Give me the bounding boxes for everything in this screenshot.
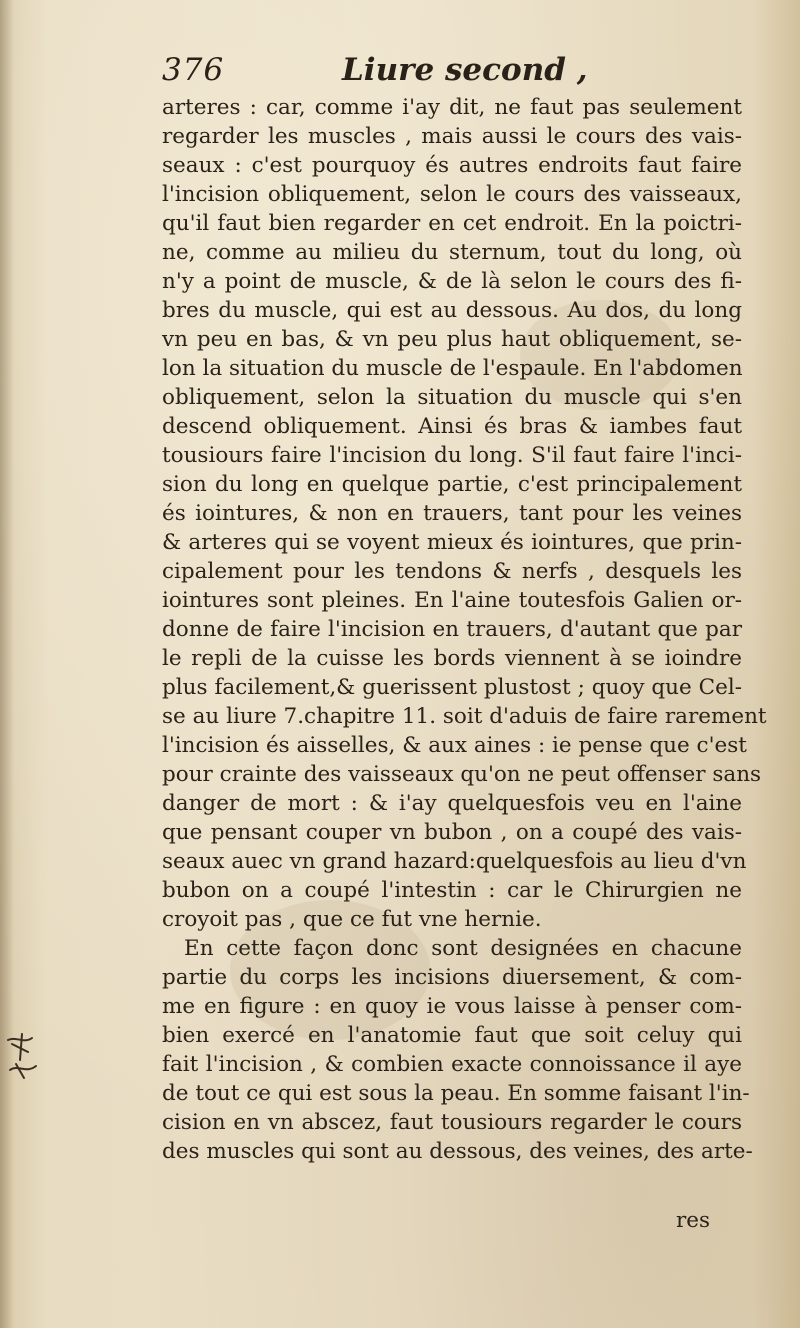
text-line: cipalement pour les tendons & nerfs , desquels les — [162, 559, 742, 584]
text-line: és iointures, & non en trauers, tant pour les veines — [162, 501, 742, 526]
text-line: seaux : c'est pourquoy és autres endroits faut faire — [162, 153, 742, 178]
text-line: vn peu en bas, & vn peu plus haut obliquement, se- — [162, 327, 742, 352]
text-line: En cette façon donc sont designées en chacune — [184, 936, 742, 961]
text-line: descend obliquement. Ainsi és bras & iambes faut — [162, 414, 742, 439]
text-line: n'y a point de muscle, & de là selon le cours des fi- — [162, 269, 742, 294]
text-line: sion du long en quelque partie, c'est principalement — [162, 472, 742, 497]
running-title: Liure second , — [342, 52, 588, 88]
text-line: cision en vn abscez, faut tousiours regarder le cours — [162, 1110, 742, 1135]
text-line: danger de mort : & i'ay quelquesfois veu en l'aine — [162, 791, 742, 816]
text-line: le repli de la cuisse les bords viennent à se ioindre — [162, 646, 742, 671]
text-line: donne de faire l'incision en trauers, d'autant que par — [162, 617, 742, 642]
text-line: se au liure 7.chapitre 11. soit d'aduis de faire rarement — [162, 704, 767, 729]
text-line: lon la situation du muscle de l'espaule. En l'abdomen — [162, 356, 743, 381]
text-line: plus facilement,& guerissent plustost ; quoy que Cel- — [162, 675, 742, 700]
text-line: obliquement, selon la situation du muscle qui s'en — [162, 385, 742, 410]
text-line: l'incision és aisselles, & aux aines : ie pense que c'est — [162, 733, 747, 758]
text-line: de tout ce qui est sous la peau. En somme faisant l'in- — [162, 1081, 750, 1106]
text-line: regarder les muscles , mais aussi le cours des vais- — [162, 124, 742, 149]
text-line: tousiours faire l'incision du long. S'il faut faire l'inci- — [162, 443, 742, 468]
text-line: me en figure : en quoy ie vous laisse à penser com- — [162, 994, 742, 1019]
catchword: res — [676, 1208, 711, 1233]
text-line: des muscles qui sont au dessous, des veines, des arte- — [162, 1139, 753, 1164]
text-line: croyoit pas , que ce fut vne hernie. — [162, 907, 542, 932]
text-line: bubon on a coupé l'intestin : car le Chirurgien ne — [162, 878, 742, 903]
text-line: fait l'incision , & combien exacte connoissance il aye — [162, 1052, 742, 1077]
text-line: bien exercé en l'anatomie faut que soit celuy qui — [162, 1023, 742, 1048]
running-head — [162, 52, 588, 92]
text-line: partie du corps les incisions diuersement, & com- — [162, 965, 742, 990]
text-line: arteres : car, comme i'ay dit, ne faut pas seulement — [162, 95, 742, 120]
marginal-mark-icon — [2, 1030, 40, 1080]
text-line: ne, comme au milieu du sternum, tout du long, où — [162, 240, 742, 265]
text-line: pour crainte des vaisseaux qu'on ne peut offenser sans — [162, 762, 762, 787]
page-number: 376 — [162, 52, 225, 88]
body-text — [162, 93, 767, 1166]
gutter-shadow — [0, 0, 14, 1328]
text-line: iointures sont pleines. En l'aine toutesfois Galien or- — [162, 588, 742, 613]
text-line: l'incision obliquement, selon le cours des vaisseaux, — [162, 182, 742, 207]
text-line: & arteres qui se voyent mieux és iointures, que prin- — [162, 530, 742, 555]
text-line: seaux auec vn grand hazard:quelquesfois au lieu d'vn — [162, 849, 747, 874]
text-line: bres du muscle, qui est au dessous. Au dos, du long — [162, 298, 742, 323]
text-line: que pensant couper vn bubon , on a coupé des vais- — [162, 820, 742, 845]
text-line: qu'il faut bien regarder en cet endroit. En la poictri- — [162, 211, 742, 236]
